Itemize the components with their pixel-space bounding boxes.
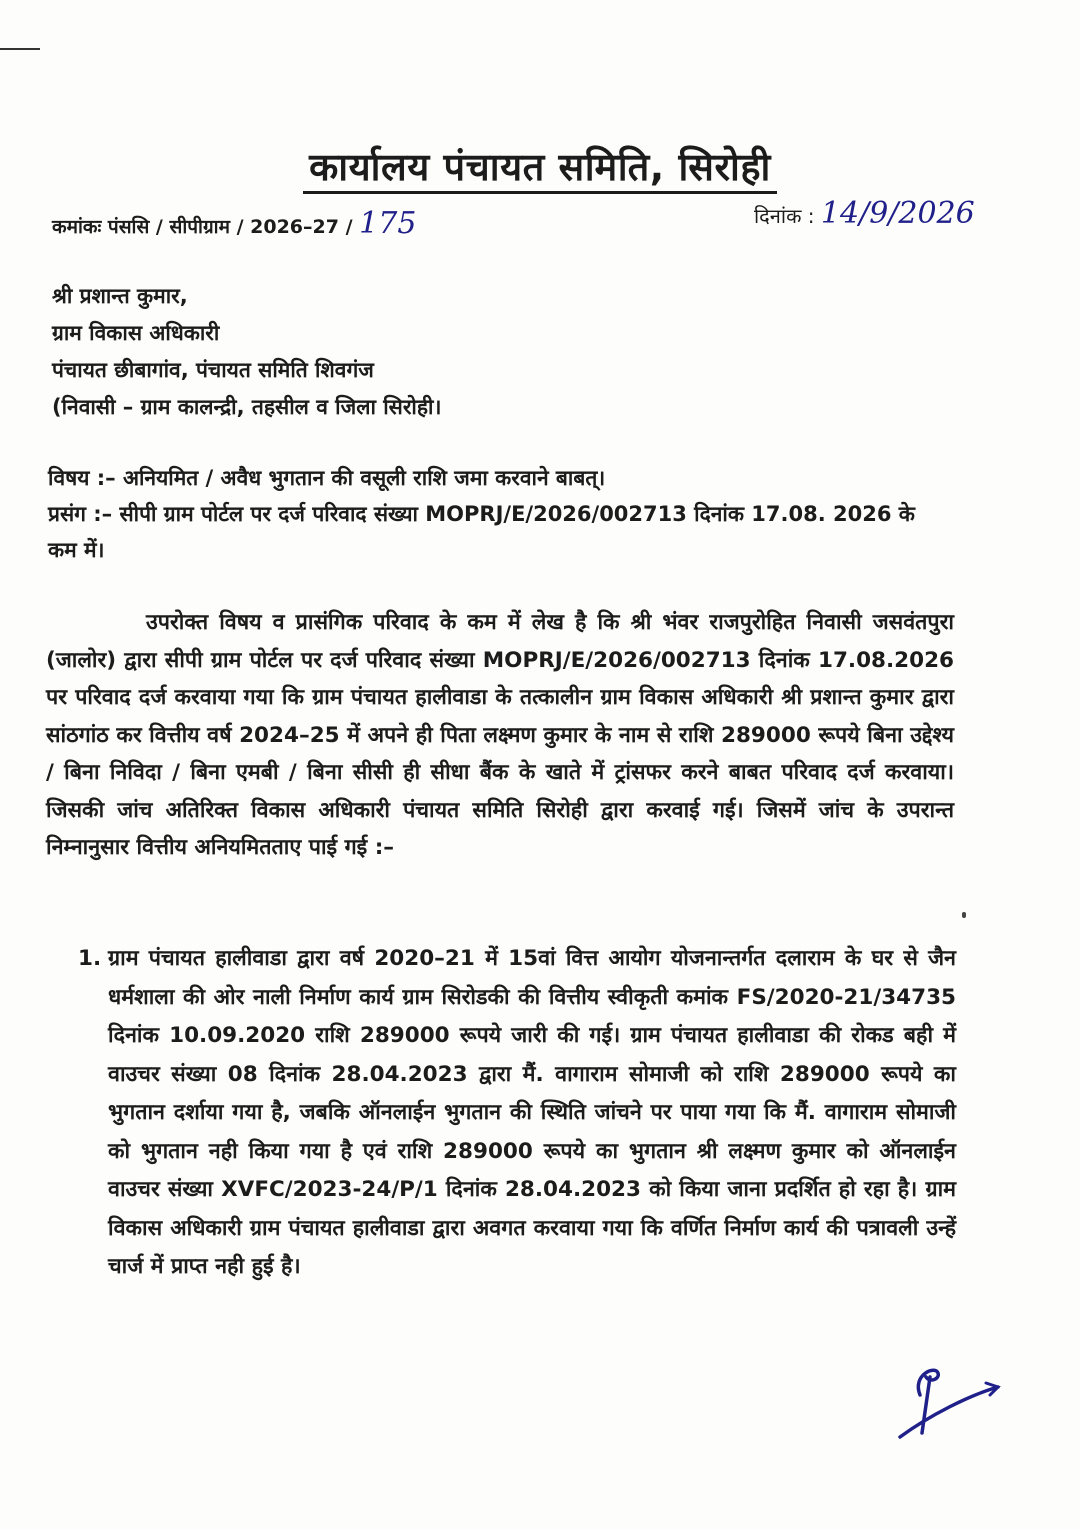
addressee-line: पंचायत छीबागांव, पंचायत समिति शिवगंज (52, 358, 374, 382)
body-paragraph: उपरोक्त विषय व प्रासंगिक परिवाद के कम में लेख है कि श्री भंवर राजपुरोहित निवासी जसवंतपुरा (जालोर) द्वारा सीपी ग्राम पोर्टल पर दर्ज परिवाद संख्या MOPRJ/E/2026/002713 दिनांक 17.08.2026 पर परिवाद दर्ज करवाया गया कि ग्राम पंचायत हालीवाडा के तत्कालीन ग्राम विकास अधिकारी श्री प्रशान्त कुमार द्वारा सांठगांठ कर वित्तीय वर्ष 2024–25 में अपने ही पिता लक्ष्मण कुमार के नाम से राशि 289000 रूपये बिना उद्देश्य / बिना निविदा / बिना एमबी / बिना सीसी ही सीधा बैंक के खाते में ट्रांसफर करने बाबत परिवाद दर्ज करवाया। जिसकी जांच अतिरिक्त विकास अधिकारी पंचायत समिति सिरोही द्वारा करवाई गई। जिसमें जांच के उपरान्त निम्नानुसार वित्तीय अनियमितताए पाई गई :– (46, 610, 954, 860)
addressee-line: श्री प्रशान्त कुमार, (52, 284, 188, 308)
date-label: दिनांक : (754, 204, 815, 228)
list-item (78, 940, 956, 1287)
list-item-number: 1. (78, 946, 102, 971)
reference-prefix: कमांकः पंससि / सीपीग्राम / 2026–27 / (52, 216, 353, 238)
addressee-line: ग्राम विकास अधिकारी (52, 321, 220, 345)
date-line (754, 196, 975, 231)
ink-speck (962, 912, 966, 918)
office-title: कार्यालय पंचायत समिति, सिरोही (0, 140, 1080, 192)
list-item-text: ग्राम पंचायत हालीवाडा द्वारा वर्ष 2020–21 में 15वां वित्त आयोग योजनान्तर्गत दलाराम के घर से जैन धर्मशाला की ओर नाली निर्माण कार्य ग्राम सिरोडकी की वित्तीय स्वीकृती कमांक FS/2020-21/34735 दिनांक 10.09.2020 राशि 289000 रूपये जारी की गई। ग्राम पंचायत हालीवाडा की रोकड बही में वाउचर संख्या 08 दिनांक 28.04.2023 द्वारा मैं. वागाराम सोमाजी को राशि 289000 रूपये का भुगतान दर्शाया गया है, जबकि ऑनलाईन भुगतान की स्थिति जांचने पर पाया गया कि मैं. वागाराम सोमाजी को भुगतान नही किया गया है एवं राशि 289000 रूपये का भुगतान श्री लक्ष्मण कुमार को ऑनलाईन वाउचर संख्या XVFC/2023-24/P/1 दिनांक 28.04.2023 को किया जाना प्रदर्शित हो रहा है। ग्राम विकास अधिकारी ग्राम पंचायत हालीवाडा द्वारा अवगत करवाया गया कि वर्णित निर्माण कार्य की पत्रावली उन्हें चार्ज में प्राप्त नही हुई है। (108, 946, 956, 1279)
addressee-line: (निवासी – ग्राम कालन्द्री, तहसील व जिला सिरोही। (52, 395, 442, 419)
reference-handwritten-number: 175 (359, 206, 417, 241)
margin-mark (0, 48, 40, 50)
addressee-block (52, 278, 441, 426)
signature-mark (890, 1355, 1010, 1445)
findings-list (78, 940, 956, 1287)
subject-line: विषय :– अनियमित / अवैध भुगतान की वसूली राशि जमा करवाने बाबत्। (48, 466, 606, 490)
date-handwritten-value: 14/9/2026 (820, 196, 975, 231)
subject-block (48, 460, 938, 568)
reference-number (52, 206, 416, 241)
reference-line: प्रसंग :– सीपी ग्राम पोर्टल पर दर्ज परिवाद संख्या MOPRJ/E/2026/002713 दिनांक 17.08. 2026 के कम में। (48, 502, 915, 562)
